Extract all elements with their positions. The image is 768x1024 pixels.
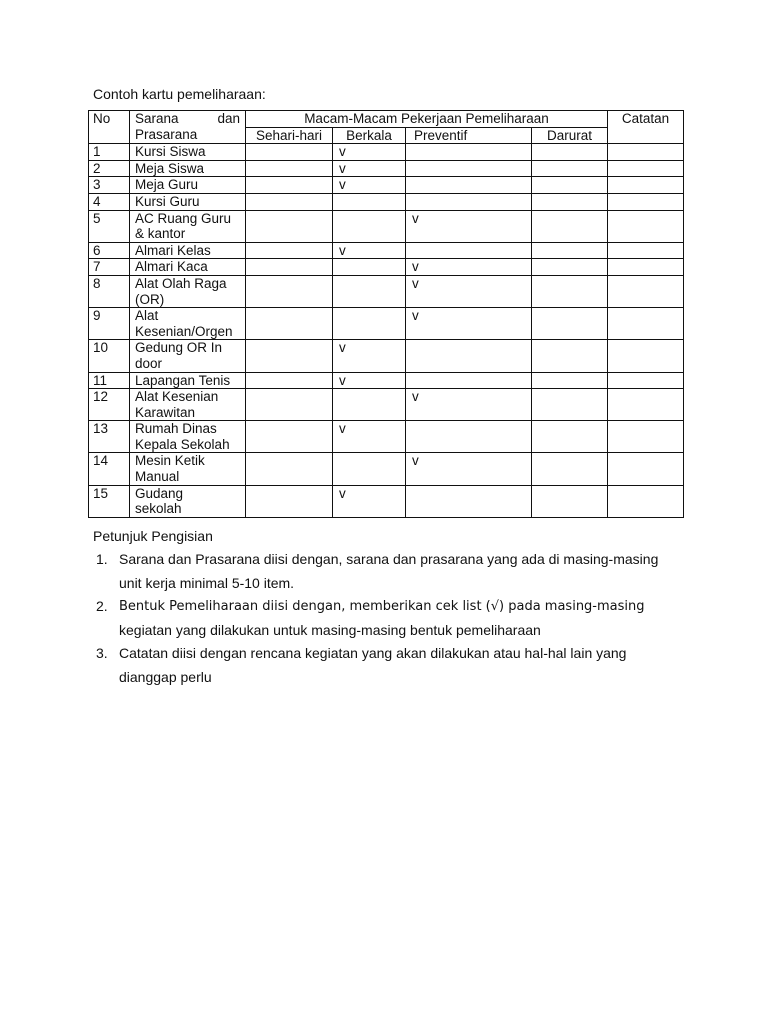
- cell-berkala: [333, 177, 406, 194]
- header-catatan: Catatan: [608, 111, 684, 144]
- cell-sehari-hari: [246, 193, 333, 210]
- header-sarana-left: Sarana: [135, 111, 179, 126]
- instruction-line: kegiatan yang dilakukan untuk masing-masing bentuk pemeliharaan: [119, 621, 541, 638]
- cell-catatan: [608, 193, 684, 210]
- check-mark: v: [412, 389, 419, 405]
- cell-no: 5: [89, 210, 130, 242]
- check-mark: v: [412, 453, 419, 469]
- cell-sarana: [130, 421, 246, 453]
- cell-sarana-line: Gudang: [135, 485, 184, 501]
- cell-sarana-line: Meja Siswa: [135, 160, 205, 176]
- cell-preventif: [406, 144, 532, 161]
- cell-catatan: [608, 242, 684, 259]
- instruction-line: unit kerja minimal 5-10 item.: [119, 574, 295, 591]
- cell-darurat: [532, 389, 608, 421]
- cell-sarana-line: sekolah: [135, 501, 182, 517]
- cell-preventif: [406, 453, 532, 485]
- instruction-line: Sarana dan Prasarana diisi dengan, sarana dan prasarana yang ada di masing-masing: [119, 551, 659, 567]
- cell-berkala: [333, 193, 406, 210]
- table-row: [89, 485, 684, 517]
- cell-catatan: [608, 340, 684, 372]
- cell-no: 12: [89, 389, 130, 421]
- cell-sarana-line: & kantor: [135, 226, 186, 242]
- table-row: [89, 193, 684, 210]
- cell-berkala: [333, 421, 406, 453]
- instruction-number: 2.: [96, 598, 108, 614]
- cell-darurat: [532, 372, 608, 389]
- header-preventif: Preventif: [406, 127, 532, 144]
- instruction-line: Bentuk Pemeliharaan diisi dengan, memberikan cek list (√) pada masing-masing: [119, 599, 645, 614]
- cell-berkala: [333, 210, 406, 242]
- table-row: [89, 421, 684, 453]
- instruction-number: 1.: [96, 551, 108, 567]
- cell-no: 11: [89, 372, 130, 389]
- check-mark: v: [339, 421, 346, 437]
- cell-no: 9: [89, 308, 130, 340]
- table-row: [89, 372, 684, 389]
- table-row: [89, 177, 684, 194]
- cell-catatan: [608, 210, 684, 242]
- cell-sarana: [130, 275, 246, 307]
- cell-darurat: [532, 144, 608, 161]
- cell-no: 1: [89, 144, 130, 161]
- cell-sarana-line: Alat Olah Raga: [135, 275, 227, 291]
- cell-sarana: [130, 160, 246, 177]
- header-macam-pekerjaan: Macam-Macam Pekerjaan Pemeliharaan: [246, 111, 608, 128]
- cell-catatan: [608, 421, 684, 453]
- cell-no: 13: [89, 421, 130, 453]
- cell-sarana: [130, 193, 246, 210]
- cell-sarana-line: Almari Kaca: [135, 259, 208, 275]
- check-mark: v: [339, 485, 346, 501]
- instruction-item: [93, 548, 683, 595]
- cell-berkala: [333, 308, 406, 340]
- instruction-number: 3.: [96, 645, 108, 661]
- cell-catatan: [608, 308, 684, 340]
- check-mark: v: [412, 308, 419, 324]
- cell-no: 8: [89, 275, 130, 307]
- table-row: [89, 340, 684, 372]
- header-prasarana: Prasarana: [135, 126, 198, 142]
- table-row: [89, 275, 684, 307]
- cell-sarana: [130, 372, 246, 389]
- table-header: [89, 111, 684, 144]
- cell-preventif: [406, 372, 532, 389]
- header-sarana: [130, 111, 246, 144]
- cell-sehari-hari: [246, 242, 333, 259]
- cell-sarana: [130, 242, 246, 259]
- cell-catatan: [608, 453, 684, 485]
- cell-catatan: [608, 160, 684, 177]
- cell-sehari-hari: [246, 453, 333, 485]
- table-row: [89, 210, 684, 242]
- cell-berkala: [333, 389, 406, 421]
- instruction-item: [93, 642, 683, 689]
- cell-darurat: [532, 259, 608, 276]
- check-mark: v: [412, 275, 419, 291]
- cell-sehari-hari: [246, 308, 333, 340]
- cell-sarana: [130, 389, 246, 421]
- cell-catatan: [608, 389, 684, 421]
- cell-catatan: [608, 275, 684, 307]
- cell-berkala: [333, 144, 406, 161]
- cell-sehari-hari: [246, 421, 333, 453]
- cell-berkala: [333, 242, 406, 259]
- cell-preventif: [406, 160, 532, 177]
- cell-sehari-hari: [246, 160, 333, 177]
- cell-sarana-line: (OR): [135, 291, 165, 307]
- cell-sehari-hari: [246, 372, 333, 389]
- cell-preventif: [406, 485, 532, 517]
- instructions-list: [93, 548, 683, 689]
- cell-sehari-hari: [246, 389, 333, 421]
- cell-preventif: [406, 210, 532, 242]
- cell-preventif: [406, 389, 532, 421]
- cell-sarana-line: Meja Guru: [135, 177, 199, 193]
- cell-catatan: [608, 144, 684, 161]
- cell-no: 4: [89, 193, 130, 210]
- cell-sarana-line: Almari Kelas: [135, 242, 211, 258]
- cell-sehari-hari: [246, 340, 333, 372]
- check-mark: v: [339, 372, 346, 388]
- cell-sarana-line: Mesin Ketik: [135, 453, 205, 469]
- maintenance-card-table: [88, 110, 684, 518]
- cell-darurat: [532, 193, 608, 210]
- cell-preventif: [406, 308, 532, 340]
- cell-berkala: [333, 453, 406, 485]
- cell-sarana: [130, 340, 246, 372]
- cell-sehari-hari: [246, 144, 333, 161]
- check-mark: v: [412, 210, 419, 226]
- instruction-item: [93, 595, 683, 642]
- check-mark: v: [339, 177, 346, 193]
- instruction-line: dianggap perlu: [119, 668, 212, 685]
- cell-sarana: [130, 308, 246, 340]
- header-berkala: Berkala: [333, 127, 406, 144]
- cell-sarana-line: Kesenian/Orgen: [135, 323, 233, 339]
- cell-berkala: [333, 485, 406, 517]
- cell-preventif: [406, 242, 532, 259]
- header-no: No: [89, 111, 130, 144]
- cell-sarana-line: Manual: [135, 469, 180, 485]
- cell-no: 2: [89, 160, 130, 177]
- header-sarana-right: dan: [217, 111, 240, 126]
- table-row: [89, 259, 684, 276]
- cell-darurat: [532, 308, 608, 340]
- cell-sehari-hari: [246, 485, 333, 517]
- check-mark: v: [412, 259, 419, 275]
- cell-berkala: [333, 340, 406, 372]
- cell-sarana-line: Kursi Siswa: [135, 144, 206, 160]
- cell-sarana-line: Rumah Dinas: [135, 421, 217, 437]
- cell-darurat: [532, 453, 608, 485]
- cell-darurat: [532, 177, 608, 194]
- check-mark: v: [339, 144, 346, 160]
- instruction-line: Catatan diisi dengan rencana kegiatan yang akan dilakukan atau hal-hal lain yang: [119, 645, 627, 661]
- cell-sehari-hari: [246, 259, 333, 276]
- cell-sarana: [130, 453, 246, 485]
- table-row: [89, 453, 684, 485]
- cell-catatan: [608, 485, 684, 517]
- cell-sarana-line: Alat Kesenian: [135, 389, 219, 405]
- header-darurat: Darurat: [532, 127, 608, 144]
- table-row: [89, 308, 684, 340]
- cell-sarana: [130, 210, 246, 242]
- cell-sarana: [130, 259, 246, 276]
- header-sehari-hari: Sehari-hari: [246, 127, 333, 144]
- cell-no: 15: [89, 485, 130, 517]
- cell-preventif: [406, 259, 532, 276]
- cell-sarana-line: Gedung OR In: [135, 340, 223, 356]
- cell-sarana-line: Alat: [135, 308, 159, 324]
- cell-no: 7: [89, 259, 130, 276]
- cell-darurat: [532, 242, 608, 259]
- cell-preventif: [406, 340, 532, 372]
- cell-sehari-hari: [246, 275, 333, 307]
- check-mark: v: [339, 242, 346, 258]
- cell-preventif: [406, 193, 532, 210]
- cell-berkala: [333, 275, 406, 307]
- table-body: [89, 144, 684, 518]
- cell-sarana-line: door: [135, 355, 163, 371]
- cell-catatan: [608, 177, 684, 194]
- cell-preventif: [406, 421, 532, 453]
- cell-catatan: [608, 372, 684, 389]
- cell-sarana-line: AC Ruang Guru: [135, 210, 232, 226]
- cell-sehari-hari: [246, 177, 333, 194]
- cell-sarana-line: Kepala Sekolah: [135, 436, 230, 452]
- table-row: [89, 389, 684, 421]
- cell-sarana: [130, 485, 246, 517]
- cell-no: 14: [89, 453, 130, 485]
- cell-sarana-line: Lapangan Tenis: [135, 372, 231, 388]
- cell-sarana-line: Karawitan: [135, 404, 196, 420]
- table-row: [89, 242, 684, 259]
- cell-darurat: [532, 421, 608, 453]
- page-title: Contoh kartu pemeliharaan:: [93, 86, 266, 102]
- cell-darurat: [532, 160, 608, 177]
- cell-sarana-line: Kursi Guru: [135, 193, 200, 209]
- cell-darurat: [532, 275, 608, 307]
- cell-no: 10: [89, 340, 130, 372]
- cell-preventif: [406, 177, 532, 194]
- cell-sarana: [130, 177, 246, 194]
- cell-darurat: [532, 210, 608, 242]
- cell-berkala: [333, 372, 406, 389]
- cell-catatan: [608, 259, 684, 276]
- cell-sehari-hari: [246, 210, 333, 242]
- table-row: [89, 144, 684, 161]
- table-row: [89, 160, 684, 177]
- cell-berkala: [333, 259, 406, 276]
- cell-darurat: [532, 340, 608, 372]
- cell-berkala: [333, 160, 406, 177]
- cell-no: 6: [89, 242, 130, 259]
- check-mark: v: [339, 160, 346, 176]
- cell-preventif: [406, 275, 532, 307]
- cell-sarana: [130, 144, 246, 161]
- cell-darurat: [532, 485, 608, 517]
- check-mark: v: [339, 340, 346, 356]
- cell-no: 3: [89, 177, 130, 194]
- instructions-title: Petunjuk Pengisian: [93, 528, 213, 544]
